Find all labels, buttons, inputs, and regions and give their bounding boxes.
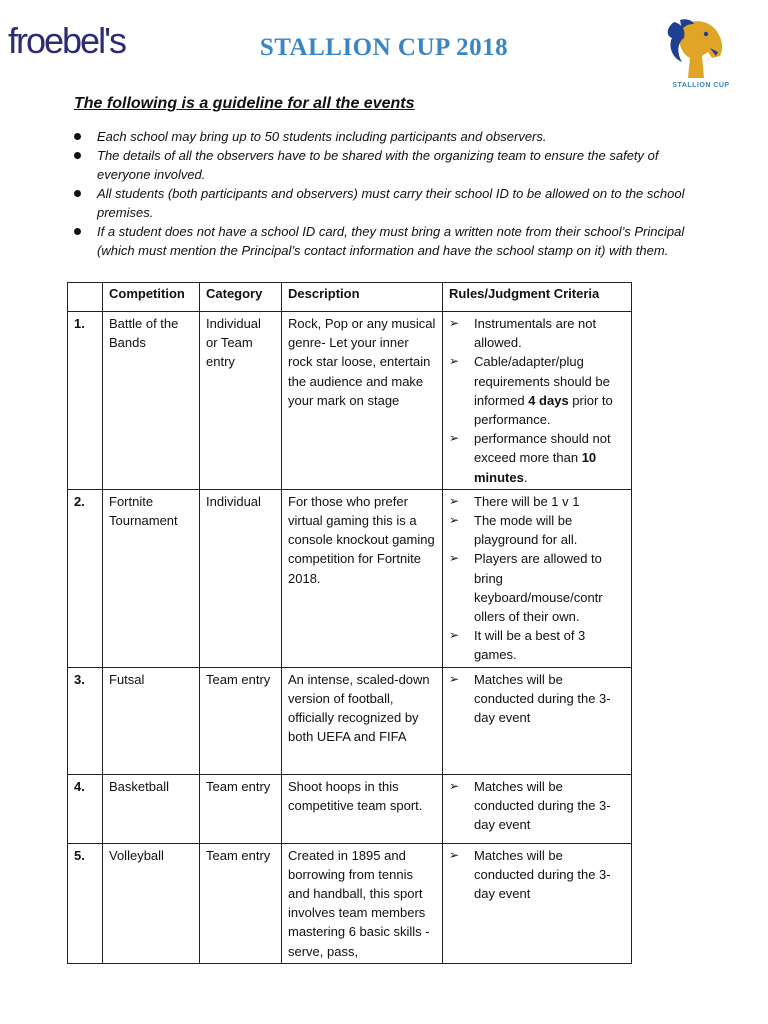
competition-cell: Basketball xyxy=(103,774,200,843)
rule-text-tail: . xyxy=(523,469,528,485)
row-number: 3. xyxy=(68,667,103,774)
row-number: 1. xyxy=(68,312,103,490)
guideline-item xyxy=(74,222,704,260)
arrow-bullet-icon: ➢ xyxy=(449,778,460,793)
rule-item xyxy=(449,670,625,728)
rule-emphasis: 10 minutes xyxy=(474,450,597,485)
description-cell: For those who prefer virtual gaming this is a console knockout gaming competition for Fortnite 2018. xyxy=(282,489,443,667)
rules-cell xyxy=(443,312,632,490)
rule-text: performance should not exceed more than xyxy=(474,431,611,466)
page-title: STALLION CUP 2018 xyxy=(259,34,509,61)
rule-text-tail: prior to performance. xyxy=(474,392,613,428)
rule-emphasis: 4 days xyxy=(528,392,569,408)
competition-cell: Volleyball xyxy=(103,843,200,963)
rule-item xyxy=(449,626,625,664)
description-cell: An intense, scaled-down version of football, officially recognized by both UEFA and FIFA xyxy=(282,667,443,774)
rule-item xyxy=(449,492,625,511)
rules-list xyxy=(449,777,625,835)
description-cell: Rock, Pop or any musical genre- Let your inner rock star loose, entertain the audience and make your mark on stage xyxy=(282,312,443,490)
arrow-bullet-icon: ➢ xyxy=(449,431,460,446)
rule-text: Cable/adapter/plug requirements should be informed xyxy=(474,354,610,408)
froebels-logo-text: froebel's xyxy=(8,20,125,61)
rules-list xyxy=(449,846,625,904)
rule-item xyxy=(449,429,625,487)
guideline-item xyxy=(74,146,704,184)
arrow-bullet-icon: ➢ xyxy=(449,847,460,862)
rule-text: Matches will be conducted during the 3- day event xyxy=(474,671,611,726)
stallion-cup-caption: STALLION CUP xyxy=(672,82,730,89)
category-cell: Team entry xyxy=(200,774,282,843)
rules-list xyxy=(449,314,625,487)
rule-text: There will be 1 v 1 xyxy=(474,493,580,509)
rule-item xyxy=(449,777,625,835)
competition-cell: Fortnite Tournament xyxy=(103,489,200,667)
guideline-text: If a student does not have a school ID card, they must bring a written note from their school’s Principal (which must mention the Principal’s contact information and have the school stamp on it) with them. xyxy=(97,224,685,258)
bullet-icon xyxy=(74,133,81,140)
arrow-bullet-icon: ➢ xyxy=(449,628,460,643)
rule-text: Matches will be conducted during the 3- day event xyxy=(474,778,611,833)
rules-cell xyxy=(443,843,632,963)
rule-text: The mode will be playground for all. xyxy=(474,513,578,548)
row-number: 4. xyxy=(68,774,103,843)
rule-text: Players are allowed to bring keyboard/mouse/contr ollers of their own. xyxy=(474,551,603,625)
guideline-text: The details of all the observers have to be shared with the organizing team to ensure the safety of everyone involved. xyxy=(97,148,659,182)
rule-item xyxy=(449,511,625,549)
rules-cell xyxy=(443,489,632,667)
table-row xyxy=(68,843,632,963)
rules-cell xyxy=(443,774,632,843)
row-number: 5. xyxy=(68,843,103,963)
stallion-cup-logo xyxy=(662,18,732,98)
category-cell: Team entry xyxy=(200,843,282,963)
rules-list xyxy=(449,670,625,728)
rule-item xyxy=(449,314,625,352)
rule-item xyxy=(449,846,625,904)
rule-item xyxy=(449,352,625,429)
category-cell: Team entry xyxy=(200,667,282,774)
arrow-bullet-icon: ➢ xyxy=(449,354,460,369)
bullet-icon xyxy=(74,190,81,197)
rule-item xyxy=(449,549,625,626)
table-row xyxy=(68,774,632,843)
arrow-bullet-icon: ➢ xyxy=(449,551,460,566)
header-category: Category xyxy=(200,283,282,312)
header-description: Description xyxy=(282,283,443,312)
rules-cell xyxy=(443,667,632,774)
horse-head-icon xyxy=(662,18,732,82)
description-cell: Shoot hoops in this competitive team sport. xyxy=(282,774,443,843)
bullet-icon xyxy=(74,152,81,159)
table-row xyxy=(68,667,632,774)
rule-text: Instrumentals are not allowed. xyxy=(474,316,597,351)
rule-text: Matches will be conducted during the 3-day event xyxy=(474,847,611,902)
header-number xyxy=(68,283,103,312)
arrow-bullet-icon: ➢ xyxy=(449,513,460,528)
arrow-bullet-icon: ➢ xyxy=(449,316,460,330)
table-row xyxy=(68,312,632,490)
row-number: 2. xyxy=(68,489,103,667)
table-header-row xyxy=(68,283,632,312)
guideline-item xyxy=(74,184,704,222)
competition-cell: Battle of the Bands xyxy=(103,312,200,490)
competition-cell: Futsal xyxy=(103,667,200,774)
events-table xyxy=(67,282,632,964)
header-competition: Competition xyxy=(103,283,200,312)
rule-text: It will be a best of 3 games. xyxy=(474,628,586,663)
bullet-icon xyxy=(74,228,81,235)
table-row xyxy=(68,489,632,667)
category-cell: Individual or Team entry xyxy=(200,312,282,490)
guideline-item xyxy=(74,127,704,146)
description-cell: Created in 1895 and borrowing from tennis and handball, this sport involves team members mastering 6 basic skills -serve, pass, xyxy=(282,843,443,963)
guideline-text: Each school may bring up to 50 students including participants and observers. xyxy=(97,129,547,144)
category-cell: Individual xyxy=(200,489,282,667)
header-rules: Rules/Judgment Criteria xyxy=(443,283,632,312)
guideline-text: All students (both participants and observers) must carry their school ID to be allowed on to the school premises. xyxy=(97,186,685,220)
guideline-heading: The following is a guideline for all the events xyxy=(74,95,415,112)
arrow-bullet-icon: ➢ xyxy=(449,493,460,508)
guideline-list xyxy=(74,127,704,260)
rules-list xyxy=(449,492,625,665)
arrow-bullet-icon: ➢ xyxy=(449,671,460,686)
